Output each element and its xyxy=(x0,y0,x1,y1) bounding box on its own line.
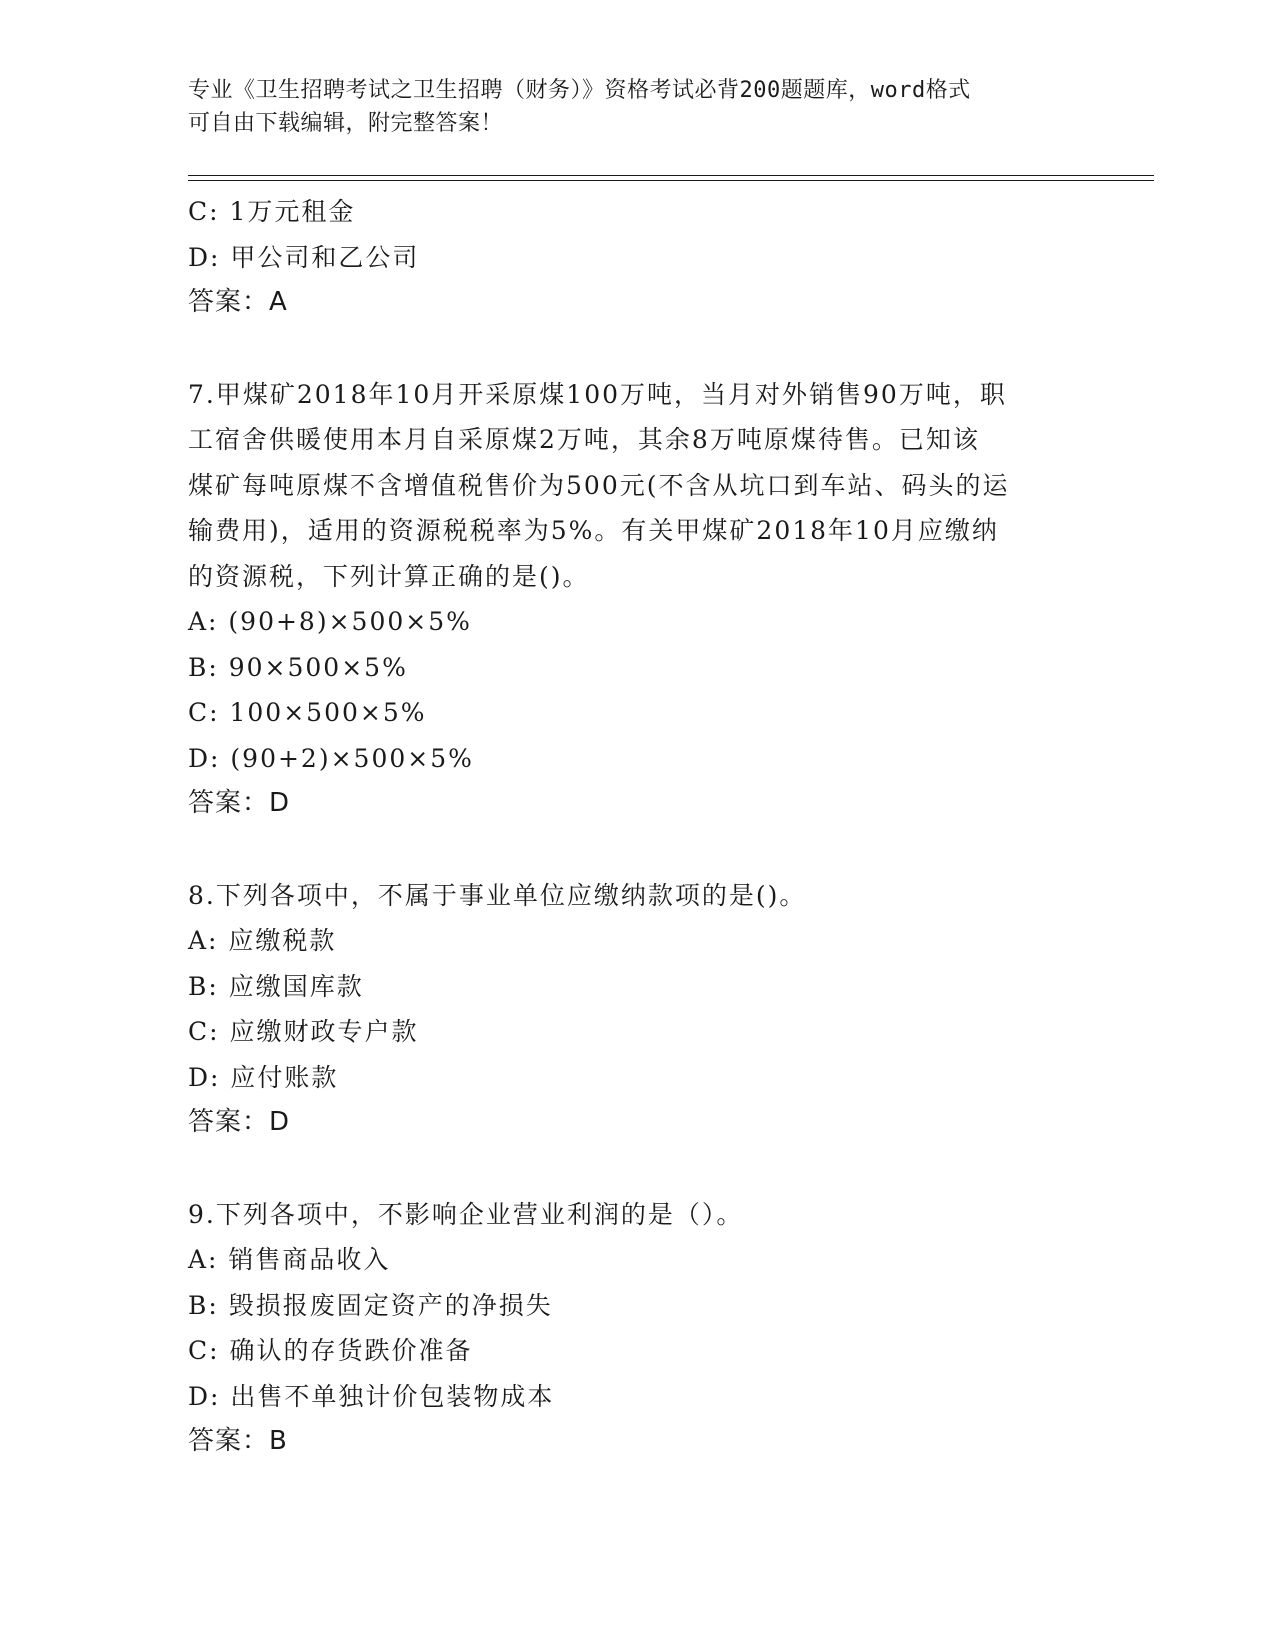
answer-label: 答案：A xyxy=(188,287,288,317)
option-d: D: 甲公司和乙公司 xyxy=(188,242,420,272)
question-list xyxy=(188,189,1088,1465)
answer-label: 答案：D xyxy=(188,1107,291,1137)
header-divider-bottom xyxy=(188,180,1154,181)
option-d: D: (90+2)×500×5% xyxy=(188,743,474,773)
question-8 xyxy=(188,873,1088,1146)
option-a: A: (90+8)×500×5% xyxy=(188,607,472,636)
question-9 xyxy=(188,1192,1088,1465)
option-a: A: 应缴税款 xyxy=(188,926,337,955)
option-b: B: 90×500×5% xyxy=(188,652,408,682)
option-c: C: 确认的存货跌价准备 xyxy=(188,1336,473,1365)
question-stem-line: 输费用)，适用的资源税税率为5%。有关甲煤矿2018年10月应缴纳 xyxy=(188,516,999,545)
prev-question-tail xyxy=(188,189,1088,326)
option-c: C: 应缴财政专户款 xyxy=(188,1017,419,1046)
header-divider-top xyxy=(188,175,1154,176)
answer-label: 答案：B xyxy=(188,1426,288,1456)
document-header xyxy=(188,74,1068,140)
question-stem-line: 的资源税，下列计算正确的是()。 xyxy=(188,561,590,591)
header-title-line-2: 可自由下载编辑，附完整答案！ xyxy=(188,111,504,136)
option-c: C: 100×500×5% xyxy=(188,698,427,727)
question-stem-line: 7.甲煤矿2018年10月开采原煤100万吨，当月对外销售90万吨，职 xyxy=(188,379,1007,409)
option-a: A: 销售商品收入 xyxy=(188,1245,391,1274)
question-stem-line: 煤矿每吨原煤不含增值税售价为500元(不含从坑口到车站、码头的运 xyxy=(188,470,1010,500)
question-stem-line: 工宿舍供暖使用本月自采原煤2万吨，其余8万吨原煤待售。已知该 xyxy=(188,425,980,454)
option-b: B: 毁损报废固定资产的净损失 xyxy=(188,1290,553,1320)
question-7 xyxy=(188,372,1088,827)
answer-label: 答案：D xyxy=(188,788,291,818)
question-stem: 9.下列各项中，不影响企业营业利润的是（）。 xyxy=(188,1199,744,1229)
option-c: C: 1万元租金 xyxy=(188,197,356,226)
question-stem: 8.下列各项中，不属于事业单位应缴纳款项的是()。 xyxy=(188,880,807,910)
header-title-line-1: 专业《卫生招聘考试之卫生招聘（财务）》资格考试必背200题题库，word格式 xyxy=(188,78,971,103)
option-d: D: 出售不单独计价包装物成本 xyxy=(188,1381,555,1411)
option-b: B: 应缴国库款 xyxy=(188,971,364,1001)
option-d: D: 应付账款 xyxy=(188,1062,339,1092)
